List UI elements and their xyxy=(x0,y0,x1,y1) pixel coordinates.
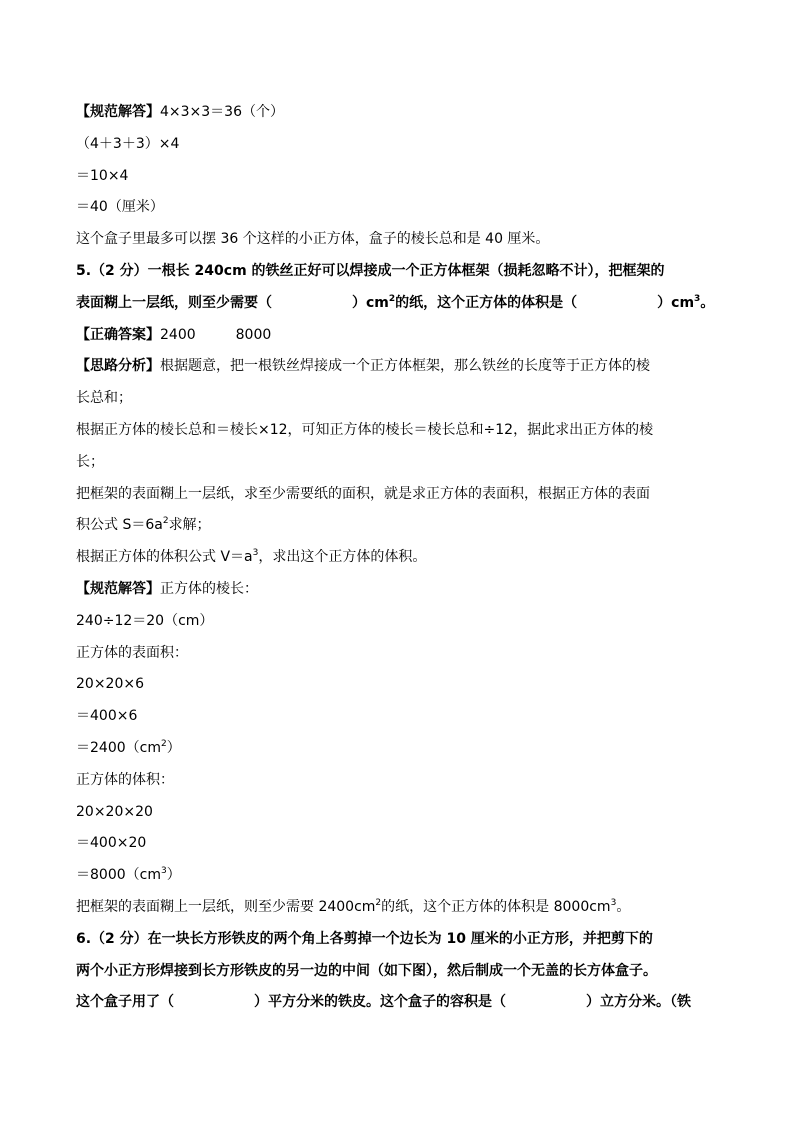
text-line: 20×20×6 xyxy=(76,676,144,693)
question-5-stem-cont xyxy=(76,288,736,320)
text-line: 长总和； xyxy=(76,390,132,407)
line-text: ）平方分米的铁皮。这个盒子的容积是（ xyxy=(254,994,506,1011)
superscript: 3 xyxy=(160,866,167,877)
question-6-stem-cont: 两个小正方形焊接到长方形铁皮的另一边的中间（如下图），然后制成一个无盖的长方体盒子。 xyxy=(76,962,657,979)
section-tag: 【正确答案】 xyxy=(76,326,160,343)
line-text: 表面糊上一层纸，则至少需要（ xyxy=(76,294,272,311)
section-tag: 【思路分析】 xyxy=(76,358,160,375)
line-text: 根据题意，把一根铁丝焊接成一个正方体框架，那么铁丝的长度等于正方体的棱 xyxy=(160,358,650,375)
answer-value: 8000 xyxy=(235,326,272,343)
text-line: 正方体的表面积： xyxy=(76,644,188,661)
superscript: 3 xyxy=(610,897,617,908)
text-line xyxy=(76,733,736,765)
superscript: 2 xyxy=(162,516,169,527)
line-text: 4×3×3＝36（个） xyxy=(160,104,284,120)
line-text: ＝8000（cm xyxy=(76,867,161,884)
line-text: ）cm xyxy=(352,294,389,311)
superscript: 3 xyxy=(252,548,259,559)
text-line: 240÷12＝20（cm） xyxy=(76,612,214,629)
line-text: 这个盒子用了（ xyxy=(76,994,174,1011)
line-text: ） xyxy=(166,739,181,756)
line-text: 。 xyxy=(616,898,631,915)
line-text: 的纸，这个正方体的体积是（ xyxy=(395,294,578,311)
line-text: 求解； xyxy=(168,517,211,534)
line-text: ＝2400（cm xyxy=(76,739,161,756)
line-text: 。 xyxy=(700,294,715,311)
text-line xyxy=(76,510,736,542)
text-line xyxy=(76,542,736,574)
line-text: 把框架的表面糊上一层纸，则至少需要 2400cm xyxy=(76,898,376,915)
text-line: 把框架的表面糊上一层纸，求至少需要纸的面积，就是求正方体的表面积，根据正方体的表面 xyxy=(76,485,650,502)
section-tag: 【规范解答】 xyxy=(76,104,160,120)
text-line: ＝400×6 xyxy=(76,708,138,725)
line-text: 积公式 S＝6a xyxy=(76,517,163,534)
text-line: 正方体的体积： xyxy=(76,771,174,788)
question-6-stem: 6.（2 分）在一块长方形铁皮的两个角上各剪掉一个边长为 10 厘米的小正方形，并把剪下的 xyxy=(76,930,653,947)
superscript: 2 xyxy=(375,897,382,908)
text-line xyxy=(76,892,736,924)
superscript: 2 xyxy=(160,738,167,749)
superscript: 2 xyxy=(388,293,396,304)
line-text: 正方体的棱长： xyxy=(160,580,258,597)
text-line: 20×20×20 xyxy=(76,803,153,820)
analysis-line xyxy=(76,351,736,383)
text-line: 长； xyxy=(76,453,104,470)
correct-answer-line xyxy=(76,320,736,352)
document-page xyxy=(76,97,736,1019)
text-line: （4＋3＋3）×4 xyxy=(76,135,180,152)
text-line xyxy=(76,97,736,129)
text-line: ＝400×20 xyxy=(76,835,147,852)
question-6-stem-cont xyxy=(76,987,736,1019)
text-line: 这个盒子里最多可以摆 36 个这样的小正方体，盒子的棱长总和是 40 厘米。 xyxy=(76,231,550,248)
line-text: ，求出这个正方体的体积。 xyxy=(258,549,427,566)
line-text: ） xyxy=(166,867,181,884)
question-5-stem: 5.（2 分）一根长 240cm 的铁丝正好可以焊接成一个正方体框架（损耗忽略不计），把框架的 xyxy=(76,262,665,279)
text-line: ＝10×4 xyxy=(76,167,129,184)
answer-value: 2400 xyxy=(160,326,196,343)
text-line: 根据正方体的棱长总和＝棱长×12，可知正方体的棱长＝棱长总和÷12，据此求出正方体的棱 xyxy=(76,421,654,438)
line-text: ）cm xyxy=(657,294,695,311)
line-text: 根据正方体的体积公式 V＝a xyxy=(76,549,253,566)
text-line: ＝40（厘米） xyxy=(76,199,164,216)
section-tag: 【规范解答】 xyxy=(76,580,160,597)
superscript: 3 xyxy=(694,293,701,304)
solution-line xyxy=(76,574,736,606)
line-text: ）立方分米。（铁 xyxy=(586,994,691,1011)
text-line xyxy=(76,860,736,892)
line-text: 的纸，这个正方体的体积是 8000cm xyxy=(381,898,611,915)
